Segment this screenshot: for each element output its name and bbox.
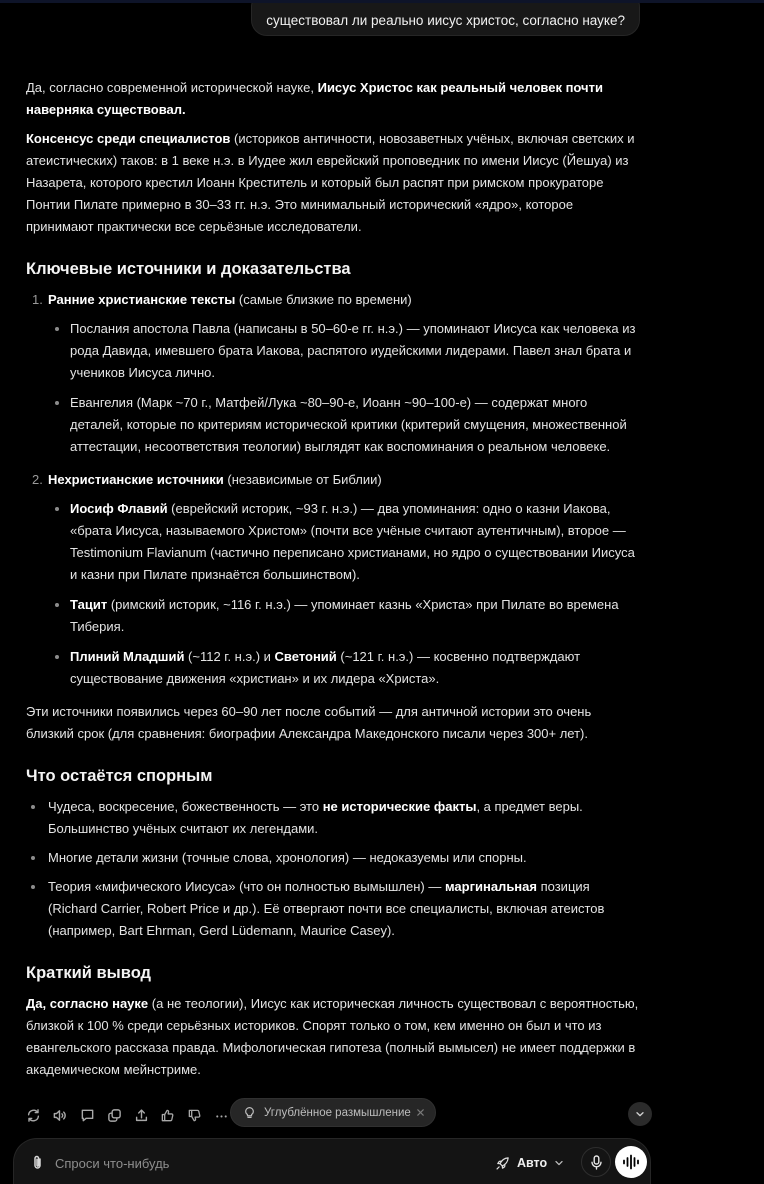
scroll-down-button[interactable]	[628, 1102, 652, 1126]
copy-button[interactable]	[105, 1106, 123, 1124]
read-aloud-button[interactable]	[50, 1106, 68, 1124]
bullet-dot	[55, 603, 59, 607]
bullet-bold: Иосиф Флавий	[70, 501, 168, 516]
conclusion-bold: Да, согласно науке	[26, 996, 149, 1011]
consensus-text: (историков античности, новозаветных учёных, включая светских и атеистических) таков: в 1 веке н.э. в Иудее жил еврейский проповедник по имени Иисус (Йешуа) из Назарета, которого крестил Иоанн Креститель и который был распят при римском прокураторе Понтии Пилате примерно в 30–33 гг. н.э. Это минимальный исторический «ядро», которое принимают практически все серьёзные исследователи.	[26, 131, 635, 234]
sources-list	[26, 289, 642, 690]
bullet-dot	[55, 327, 59, 331]
user-message	[251, 3, 640, 37]
composer	[13, 1138, 651, 1184]
heading-conclusion: Краткий вывод	[26, 964, 152, 982]
comment-icon	[80, 1108, 95, 1123]
deep-thinking-label: Углублённое размышление	[264, 1106, 411, 1119]
copy-icon	[107, 1108, 122, 1123]
bullet-text: , а предмет веры. Большинство учёных считают их легендами.	[48, 799, 583, 836]
chevron-down-icon	[554, 1158, 564, 1168]
conclusion-text: (а не теологии), Иисус как историческая личность существовал с вероятностью, близкой к 100 % среди серьёзных историков. Спорят только о том, кем именно он был и что из евангельского рассказа правда. Мифологическая гипотеза (полный вымысел) не имеет поддержки в академическом мейнстриме.	[26, 996, 639, 1077]
list-number: 2.	[32, 472, 43, 487]
rocket-icon	[495, 1156, 510, 1171]
bullet-bold: Светоний	[274, 649, 337, 664]
list-item	[48, 392, 642, 458]
bullet-dot	[31, 856, 35, 860]
regenerate-icon	[26, 1108, 41, 1123]
bullet-text: (римский историк, ~116 г. н.э.) — упоминает казнь «Христа» при Пилате во времена Тиберия.	[70, 597, 619, 634]
share-icon	[134, 1108, 149, 1123]
bullet-text: Послания апостола Павла (написаны в 50–60-е гг. н.э.) — упоминают Иисуса как человека из рода Давида, имевшего брата Иакова, распятого иудейскими лидерами. Павел знал брата и учеников Иисуса лично.	[70, 321, 636, 380]
user-message-bubble	[251, 3, 640, 36]
consensus-bold: Консенсус среди специалистов	[26, 131, 231, 146]
bullet-dot	[31, 885, 35, 889]
thumbs-up-icon	[160, 1108, 175, 1123]
bullet-bold: маргинальная	[444, 879, 537, 894]
bullet-text: (~112 г. н.э.) и	[184, 649, 275, 664]
source-note: (независимые от Библии)	[223, 472, 382, 487]
bullet-text: Чудеса, воскресение, божественность — это	[48, 799, 323, 814]
source-title: Ранние христианские тексты	[48, 292, 236, 307]
bullet-text: (~121 г. н.э.) — косвенно подтверждают существование движения «христиан» и их лидера «Христа».	[70, 649, 581, 686]
sub-list	[48, 318, 642, 458]
comment-button[interactable]	[78, 1106, 96, 1124]
list-item	[48, 498, 642, 586]
model-selector[interactable]	[495, 1151, 564, 1175]
answer-consensus	[26, 128, 642, 238]
list-item	[26, 469, 642, 690]
bullet-bold: Плиний Младший	[70, 649, 185, 664]
list-item	[48, 646, 642, 690]
voice-mode-button[interactable]	[615, 1146, 647, 1178]
sub-list	[48, 498, 642, 690]
thumbs-down-button[interactable]	[185, 1106, 203, 1124]
bullet-text: Многие детали жизни (точные слова, хронология) — недоказуемы или спорны.	[48, 850, 527, 865]
bullet-dot	[55, 507, 59, 511]
message-input[interactable]	[55, 1151, 475, 1175]
waveform-icon	[622, 1154, 640, 1170]
model-label: Авто	[517, 1156, 548, 1170]
bullet-dot	[31, 805, 35, 809]
lightbulb-icon	[243, 1106, 256, 1119]
bullet-dot	[55, 401, 59, 405]
more-icon	[214, 1108, 229, 1123]
bullet-dot	[55, 655, 59, 659]
share-button[interactable]	[132, 1106, 150, 1124]
microphone-icon	[590, 1155, 603, 1170]
bullet-text: позиция (Richard Carrier, Robert Price и др.). Её отвергают почти все специалисты, включая атеистов (например, Bart Ehrman, Gerd Lüdemann, Maurice Casey).	[48, 879, 605, 938]
more-button[interactable]	[212, 1106, 230, 1124]
assistant-answer	[26, 77, 642, 1097]
bullet-text: Евангелия (Марк ~70 г., Матфей/Лука ~80–90-е, Иоанн ~90–100-е) — содержат много деталей, которые по критериям исторической критики (критерий смущения, множественной аттестации, несоответствия теологии) выглядят как воспоминания о реальном человеке.	[70, 395, 627, 454]
thumbs-down-icon	[187, 1108, 202, 1123]
list-item	[26, 796, 642, 840]
dictation-button[interactable]	[581, 1147, 611, 1177]
chevron-down-icon	[635, 1109, 645, 1119]
bullet-text: (еврейский историк, ~93 г. н.э.) — два упоминания: одно о казни Иакова, «брата Иисуса, называемого Христом» (почти все учёные считают аутентичным), второе — Testimonium Flavianum (частично переписано христианами, но ядро о существовании Иисуса и казни при Пилате признаётся большинством).	[70, 501, 635, 582]
bullet-bold: не исторические факты	[322, 799, 477, 814]
list-item	[26, 847, 642, 869]
list-item	[48, 594, 642, 638]
deep-thinking-chip[interactable]	[230, 1098, 436, 1127]
speaker-icon	[52, 1108, 67, 1123]
paperclip-icon[interactable]	[30, 1154, 45, 1171]
bullet-text: Теория «мифического Иисуса» (что он полностью вымышлен) —	[48, 879, 445, 894]
answer-intro	[26, 77, 642, 121]
source-title: Нехристианские источники	[48, 472, 224, 487]
list-item	[26, 289, 642, 458]
source-note: (самые близкие по времени)	[235, 292, 412, 307]
close-icon[interactable]	[416, 1108, 425, 1117]
list-item	[48, 318, 642, 384]
thumbs-up-button[interactable]	[158, 1106, 176, 1124]
heading-disputed: Что остаётся спорным	[26, 767, 213, 785]
intro-bold: Иисус Христос как реальный человек почти наверняка существовал.	[26, 80, 603, 117]
user-message-text: существовал ли реально иисус христос, согласно науке?	[266, 13, 625, 28]
sources-summary: Эти источники появились через 60–90 лет после событий — для античной истории это очень близкий срок (для сравнения: биографии Александра Македонского писали через 300+ лет).	[26, 704, 592, 741]
bullet-bold: Тацит	[70, 597, 108, 612]
disputed-list	[26, 796, 642, 942]
heading-sources: Ключевые источники и доказательства	[26, 260, 351, 278]
intro-text: Да, согласно современной исторической науке,	[26, 80, 318, 95]
answer-conclusion	[26, 993, 642, 1081]
list-number: 1.	[32, 292, 43, 307]
regenerate-button[interactable]	[24, 1106, 42, 1124]
list-item	[26, 876, 642, 942]
